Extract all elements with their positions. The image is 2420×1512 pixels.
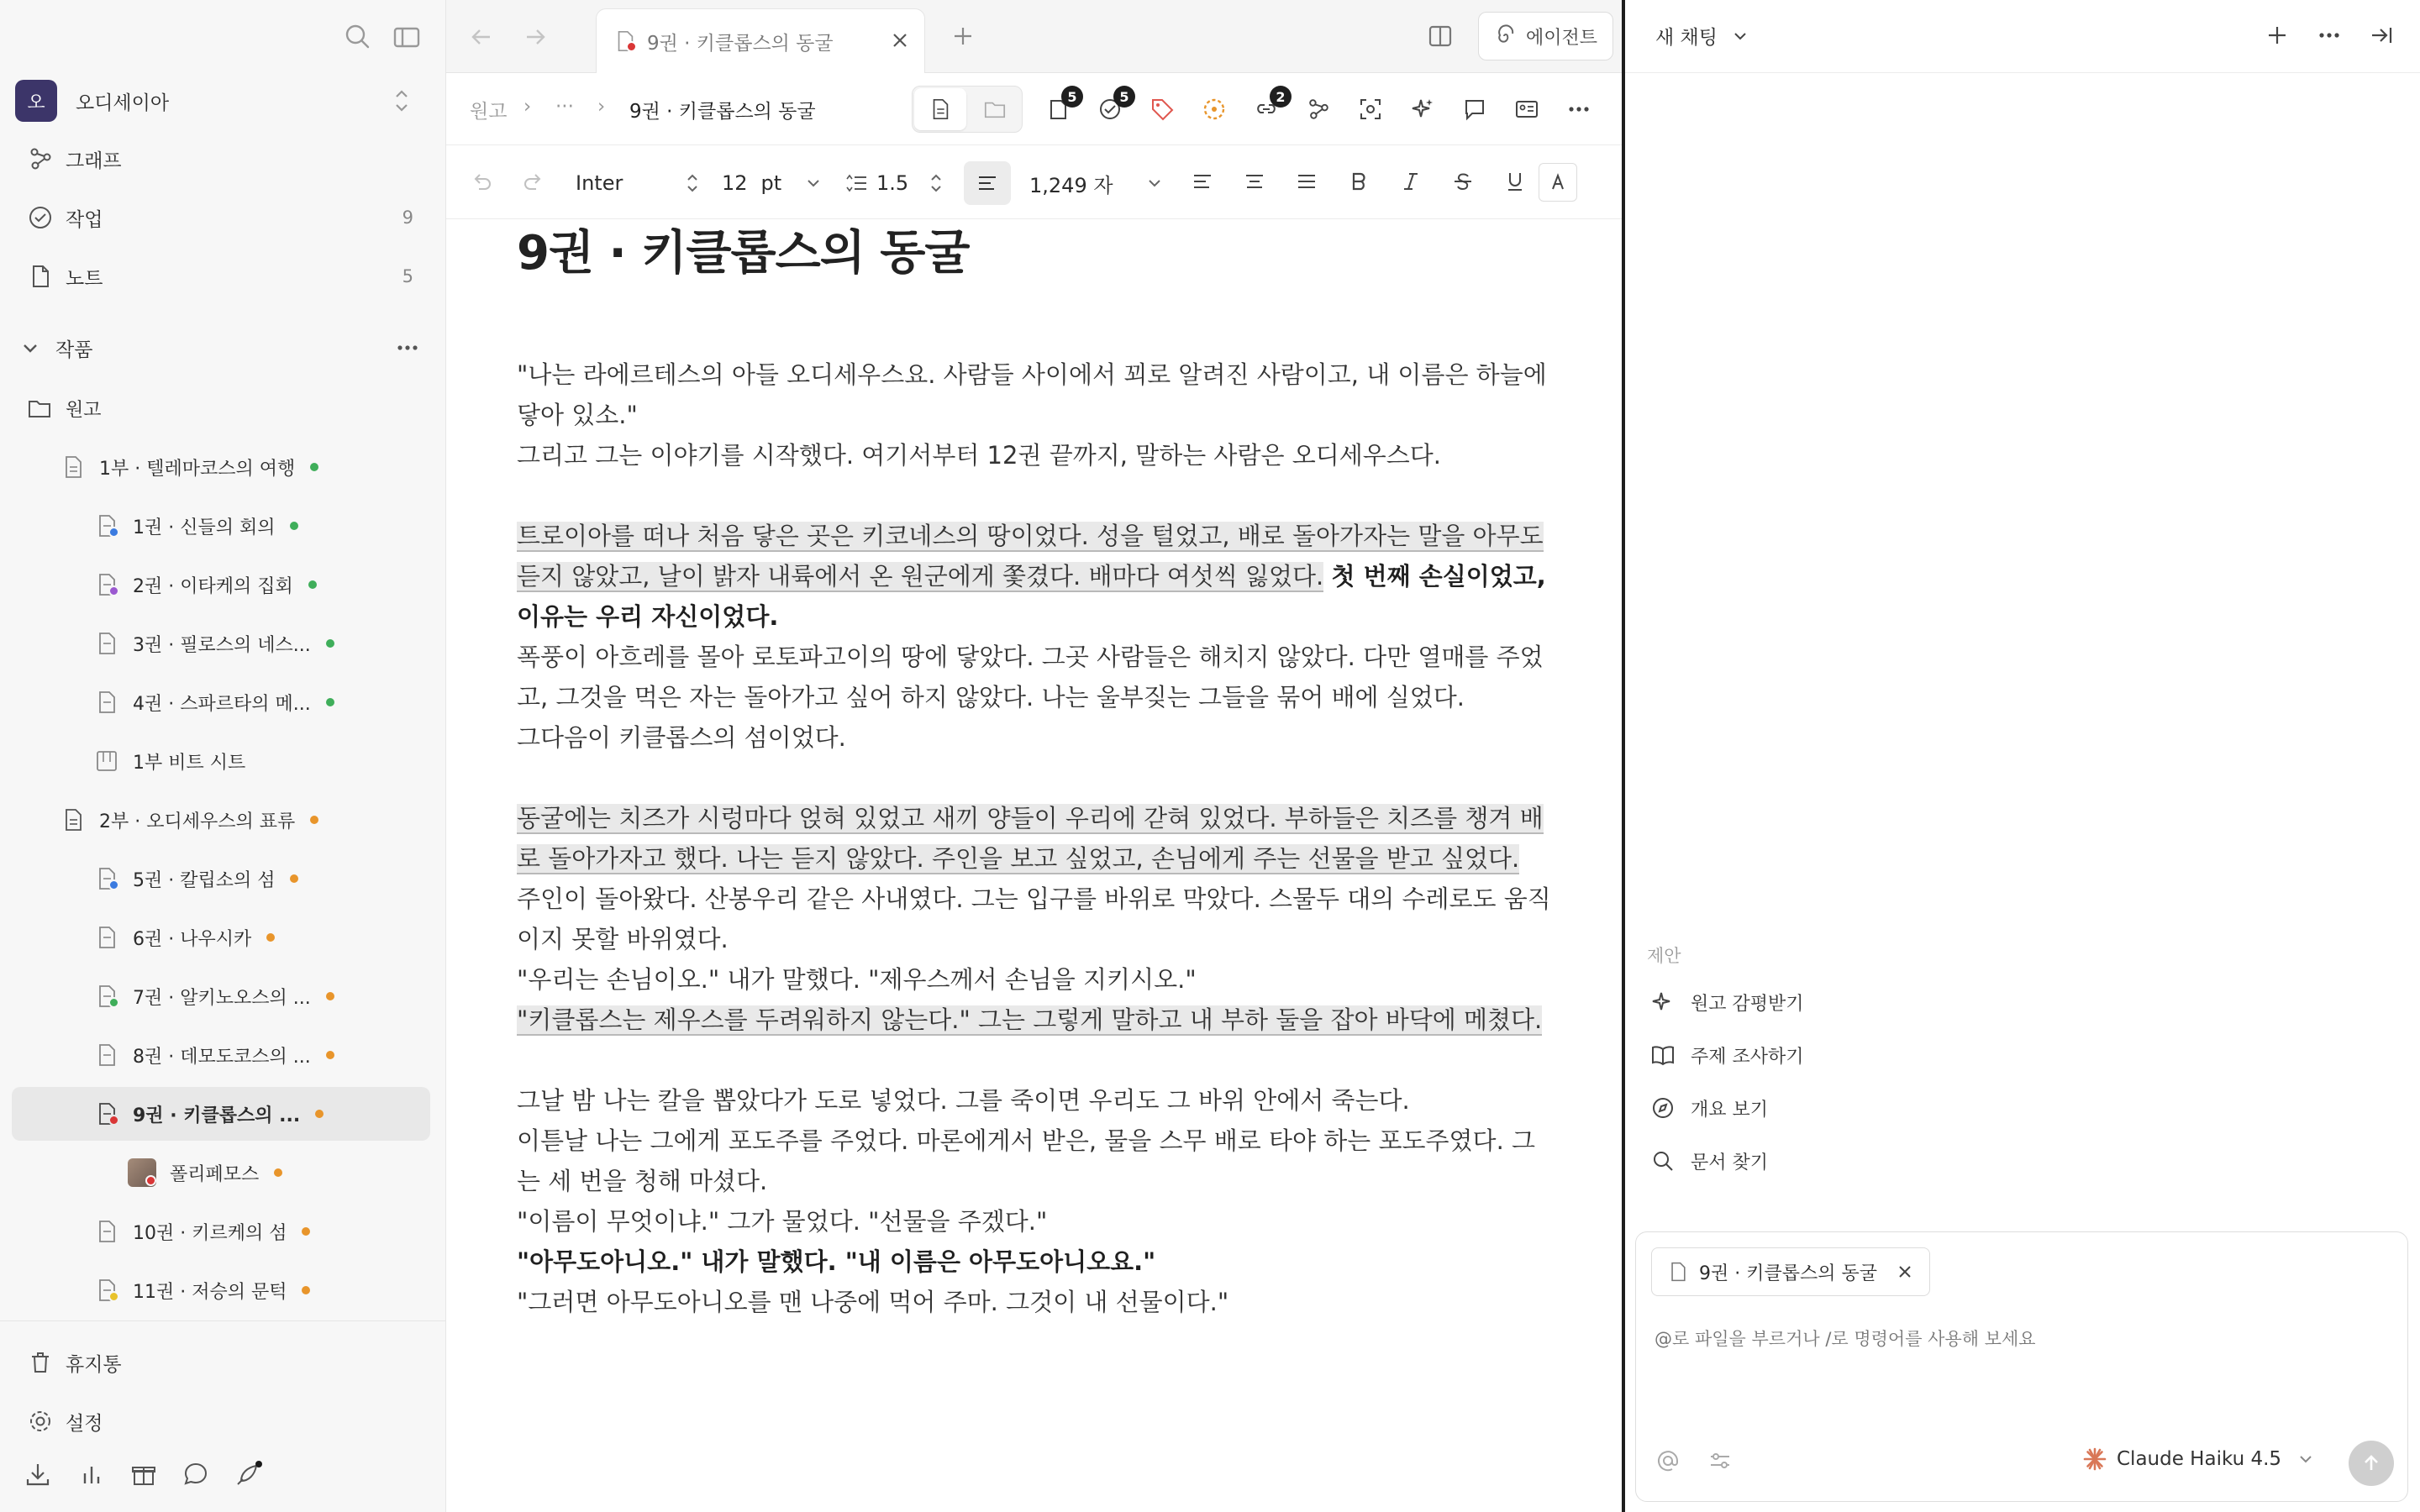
paragraph[interactable]: 그날 밤 나는 칼을 뽑았다가 도로 넣었다. 그를 죽이면 우리도 그 바위 안에서 죽는다.	[517, 1086, 1410, 1115]
suggestion-research[interactable]	[1650, 1034, 1804, 1076]
nav-graph[interactable]	[27, 140, 413, 177]
nav-settings-label: 설정	[66, 1412, 103, 1435]
italic-icon[interactable]	[1394, 165, 1428, 198]
more-icon[interactable]	[2316, 22, 2343, 49]
highlighted-text: 동굴에는 치즈가 시렁마다 얹혀 있었고 새끼 양들이 우리에 갇혀 있었다. 부하들은 치즈를 챙겨 배로 돌아가자고 했다. 나는 듣지 않았다. 주인을 보고 싶었고, 손님에게 주는 선물을 받고 싶었다.	[517, 804, 1544, 873]
links-badge: 2	[1270, 86, 1292, 108]
close-icon[interactable]	[1896, 1263, 1914, 1281]
more-icon[interactable]	[1562, 92, 1596, 126]
document-icon	[94, 1219, 119, 1244]
breadcrumb-separator: ›	[523, 96, 532, 118]
chevron-down-icon	[804, 174, 823, 192]
tree-item-label: 6권 · 나우시카	[133, 928, 252, 950]
tree-item-label: 2권 · 이타케의 집회	[133, 575, 293, 597]
bold-icon[interactable]	[1342, 165, 1376, 198]
line-height-value: 1.5	[876, 171, 909, 195]
breadcrumb-ellipsis[interactable]: ···	[555, 96, 574, 118]
document-icon	[94, 690, 119, 715]
nav-trash-label: 휴지통	[66, 1353, 122, 1376]
chevron-down-icon	[2296, 1450, 2315, 1468]
document-icon	[94, 1042, 119, 1068]
tab-active-document[interactable]	[596, 8, 925, 73]
tree-item[interactable]	[94, 1033, 334, 1077]
nav-notes-label: 노트	[66, 267, 103, 290]
beat-sheet-icon	[94, 748, 119, 774]
tree-item[interactable]	[94, 563, 317, 606]
status-dot	[315, 1110, 324, 1118]
status-dot	[326, 639, 334, 648]
tree-item[interactable]	[94, 1210, 310, 1253]
tab-bar	[446, 0, 1623, 73]
paragraph[interactable]: "이름이 무엇이냐." 그가 물었다. "선물을 주겠다."	[517, 1207, 1048, 1236]
tree-item[interactable]	[94, 739, 245, 783]
paragraph[interactable]: "그러면 아무도아니오를 맨 나중에 먹어 주마. 그것이 내 선물이다."	[517, 1288, 1229, 1316]
paragraph[interactable]: 이튿날 나는 그에게 포도주를 주었다. 마론에게서 받은, 물을 스무 배로 타야 하는 포도주였다. 그는 세 번을 청해 마셨다.	[517, 1126, 1536, 1195]
suggestion-outline[interactable]	[1650, 1087, 1768, 1129]
document-icon	[94, 984, 119, 1009]
sparkle-icon	[1650, 990, 1676, 1015]
view-toggle	[912, 86, 1023, 133]
tree-item-label: 1부 비트 시트	[133, 752, 246, 774]
underline-icon[interactable]	[1498, 165, 1532, 198]
status-dot	[326, 992, 334, 1000]
sidebar-toggle-icon[interactable]	[392, 22, 422, 52]
section-works[interactable]	[20, 329, 420, 366]
link-icon[interactable]	[1249, 88, 1286, 126]
paragraph-highlighted[interactable]	[517, 516, 1559, 637]
align-left-button[interactable]	[964, 161, 1011, 205]
forward-arrow-icon[interactable]	[520, 22, 550, 52]
chat-bubble-icon[interactable]	[182, 1460, 210, 1488]
align-left-icon[interactable]	[1186, 165, 1219, 198]
model-selector[interactable]	[2081, 1446, 2315, 1473]
new-chat-icon[interactable]	[2264, 22, 2291, 49]
document-icon	[60, 807, 86, 832]
character-avatar	[128, 1158, 156, 1187]
chevron-down-icon	[1731, 27, 1749, 45]
font-size-value: 12	[722, 171, 748, 195]
search-icon[interactable]	[343, 22, 373, 52]
document-title[interactable]: 9권 · 키클롭스의 동굴	[517, 226, 970, 281]
suggestion-label: 원고 감평받기	[1691, 993, 1804, 1015]
new-tab-icon[interactable]	[949, 22, 977, 50]
document-icon	[94, 1101, 119, 1126]
chat-panel	[1625, 0, 2420, 1512]
nav-notes[interactable]	[27, 258, 413, 295]
nav-trash[interactable]	[27, 1344, 413, 1381]
char-count-value: 1,249 자	[1029, 173, 1113, 197]
suggestion-label: 개요 보기	[1691, 1099, 1769, 1121]
highlighted-text: "키클롭스는 제우스를 두려워하지 않는다." 그는 그렇게 말하고 내 부하 둘을 잡아 바닥에 메쳤다.	[517, 1005, 1543, 1034]
paragraph-highlighted[interactable]	[517, 1000, 1559, 1040]
breadcrumb-current: 9권 · 키클롭스의 동굴	[629, 101, 816, 123]
settings-sliders-icon[interactable]	[1707, 1447, 1733, 1474]
font-size-unit: pt	[760, 171, 782, 195]
sparkle-icon[interactable]	[1406, 92, 1439, 126]
tree-item[interactable]	[94, 504, 298, 548]
nav-notes-count: 5	[402, 266, 413, 286]
paragraph[interactable]: 그다음이 키클롭스의 섬이었다.	[517, 723, 846, 752]
status-dot	[308, 580, 317, 589]
undo-icon[interactable]	[465, 165, 498, 198]
agent-button[interactable]	[1478, 12, 1613, 60]
suggestion-label: 주제 조사하기	[1691, 1046, 1804, 1068]
font-size-select[interactable]	[722, 166, 823, 200]
nav-tasks[interactable]	[27, 199, 413, 236]
suggestions-label: 제안	[1647, 946, 1681, 966]
suggestion-review[interactable]	[1650, 981, 1804, 1023]
path-bar	[446, 72, 1623, 145]
tree-item[interactable]	[94, 974, 334, 1018]
document-icon	[94, 1278, 119, 1303]
nav-settings[interactable]	[27, 1403, 413, 1440]
chevron-updown-icon	[683, 170, 702, 197]
section-title: 작품	[55, 339, 93, 361]
tasks-badge: 5	[1113, 86, 1135, 108]
status-dot	[326, 698, 334, 706]
paragraph[interactable]: 주인이 돌아왔다. 산봉우리 같은 사내였다. 그는 입구를 바위로 막았다. 스물두 대의 수레로도 움직이지 못할 바위였다.	[517, 885, 1551, 953]
sidebar	[0, 0, 445, 1512]
status-dot	[302, 1227, 310, 1236]
tree-item-label: 9권 · 키클롭스의 ...	[133, 1105, 301, 1126]
folder-manuscript[interactable]	[27, 386, 102, 430]
tree-item[interactable]	[94, 1268, 310, 1312]
tasks-icon[interactable]	[1093, 88, 1129, 126]
folder-label: 원고	[66, 399, 102, 421]
claude-icon	[2081, 1446, 2108, 1473]
folder-icon	[27, 396, 52, 421]
stats-icon[interactable]	[77, 1460, 106, 1488]
nav-tasks-label: 작업	[66, 208, 103, 231]
bold-text: 첫 번째 손실이었고, 이유는 우리 자신이었다.	[517, 562, 1546, 631]
document-view-icon[interactable]	[914, 88, 966, 130]
linked-docs-icon[interactable]	[1041, 88, 1077, 126]
check-circle-icon	[27, 204, 54, 231]
document-icon	[94, 572, 119, 597]
spiral-icon	[1494, 24, 1518, 48]
font-family-value: Inter	[576, 171, 623, 195]
workspace-avatar: 오	[15, 80, 57, 122]
tree-item-label: 1권 · 신들의 회의	[133, 517, 276, 538]
chat-composer	[1635, 1231, 2408, 1502]
tag-icon[interactable]	[1145, 92, 1179, 126]
paragraph-bold[interactable]: "아무도아니오." 내가 말했다. "내 이름은 아무도아니오요."	[517, 1247, 1156, 1276]
collapse-panel-icon[interactable]	[2368, 22, 2395, 49]
context-chip-label: 9권 · 키클롭스의 동굴	[1699, 1263, 1877, 1284]
status-dot	[290, 522, 298, 530]
document-body[interactable]	[517, 220, 1559, 1322]
id-card-icon[interactable]	[1510, 92, 1544, 126]
tree-item-label: 8권 · 데모도코스의 ...	[133, 1046, 311, 1068]
tree-item-label: 11권 · 저승의 문턱	[133, 1281, 287, 1303]
tree-item-label: 10권 · 키르케의 섬	[133, 1222, 287, 1244]
chat-title: 새 채팅	[1655, 27, 1718, 49]
comment-icon[interactable]	[1458, 92, 1491, 126]
tree-item-label: 2부 · 오디세우스의 표류	[99, 811, 296, 832]
tree-item-label: 3권 · 필로스의 네스...	[133, 634, 311, 656]
strikethrough-icon[interactable]	[1446, 165, 1480, 198]
close-icon[interactable]	[889, 29, 911, 51]
tree-item[interactable]	[94, 916, 275, 959]
tree-item-label: 1부 · 텔레마코스의 여행	[99, 458, 296, 480]
tab-title: 9권 · 키클롭스의 동굴	[647, 32, 834, 55]
tree-item-label: 4권 · 스파르타의 메...	[133, 693, 311, 715]
status-dot	[326, 1051, 334, 1059]
tree-item[interactable]	[94, 857, 298, 900]
suggestion-find[interactable]	[1650, 1140, 1768, 1182]
text-color-icon[interactable]	[1539, 163, 1577, 202]
status-dot	[302, 1286, 310, 1294]
send-button[interactable]	[2349, 1441, 2394, 1486]
status-dot	[266, 933, 275, 942]
arrow-up-icon	[2360, 1452, 2382, 1474]
breadcrumb-root[interactable]: 원고	[470, 101, 508, 123]
redo-icon[interactable]	[517, 165, 550, 198]
paragraph[interactable]: 그리고 그는 이야기를 시작했다. 여기서부터 12권 끝까지, 말하는 사람은 오디세우스다.	[517, 441, 1441, 470]
char-count-select[interactable]	[1029, 166, 1164, 200]
chevron-updown-icon	[392, 86, 412, 116]
workspace-name: 오디세이아	[76, 92, 170, 114]
highlighted-text: 트로이아를 떠나 처음 닿은 곳은 키코네스의 땅이었다. 성을 털었고, 배로 돌아가자는 말을 아무도 듣지 않았고, 날이 밝자 내륙에서 온 원군에게 쫓겼다. 배마다 여섯씩 잃었다.	[517, 522, 1544, 591]
align-left-icon	[976, 171, 999, 195]
tree-item-label: 7권 · 알키노오스의 ...	[133, 987, 311, 1009]
graph-icon	[27, 145, 54, 172]
paragraph[interactable]: "나는 라에르테스의 아들 오디세우스요. 사람들 사이에서 꾀로 알려진 사람이고, 내 이름은 하늘에 닿아 있소."	[517, 360, 1547, 429]
chat-title-dropdown[interactable]	[1655, 22, 1749, 50]
status-dot	[310, 816, 318, 824]
suggestion-label: 문서 찾기	[1691, 1152, 1769, 1173]
split-view-icon[interactable]	[1426, 22, 1455, 50]
font-family-select[interactable]	[576, 166, 702, 200]
status-dot	[310, 463, 318, 471]
docs-badge: 5	[1061, 86, 1083, 108]
gift-icon[interactable]	[129, 1460, 158, 1488]
tree-item[interactable]	[60, 798, 318, 842]
graph-icon[interactable]	[1302, 92, 1335, 126]
document-icon	[94, 631, 119, 656]
trash-icon	[27, 1349, 54, 1376]
model-name: Claude Haiku 4.5	[2117, 1448, 2282, 1470]
editor-panel	[445, 0, 1623, 1512]
more-icon[interactable]	[395, 335, 420, 360]
status-dot	[274, 1168, 282, 1177]
line-height-icon	[844, 171, 868, 195]
format-toolbar	[446, 144, 1623, 219]
tree-item-selected[interactable]	[94, 1092, 324, 1136]
status-circle-icon[interactable]	[1197, 92, 1231, 126]
document-icon	[94, 925, 119, 950]
chevron-updown-icon	[927, 170, 945, 197]
chevron-down-icon	[20, 338, 40, 358]
search-icon	[1650, 1148, 1676, 1173]
breadcrumb-separator: ›	[597, 96, 606, 118]
tree-item-label: 폴리페모스	[170, 1163, 260, 1185]
note-icon	[27, 263, 54, 290]
download-icon[interactable]	[24, 1460, 52, 1488]
book-icon	[1650, 1042, 1676, 1068]
paragraph[interactable]: 폭풍이 아흐레를 몰아 로토파고이의 땅에 닿았다. 그곳 사람들은 해치지 않았다. 다만 열매를 주었고, 그것을 먹은 자는 돌아가고 싶어 하지 않았다. 나는 울부짖는 그들을 묶어 배에 실었다.	[517, 643, 1544, 711]
workspace-switcher[interactable]	[15, 79, 420, 123]
paragraph[interactable]: "우리는 손님이오." 내가 말했다. "제우스께서 손님을 지키시오."	[517, 965, 1197, 994]
document-icon	[1667, 1261, 1689, 1283]
paragraph-highlighted[interactable]	[517, 798, 1559, 879]
back-arrow-icon[interactable]	[466, 22, 497, 52]
chevron-down-icon	[1145, 174, 1164, 192]
tree-item[interactable]	[128, 1151, 282, 1194]
align-center-icon[interactable]	[1238, 165, 1271, 198]
document-icon	[613, 29, 637, 53]
mention-icon[interactable]	[1655, 1447, 1681, 1474]
chat-input[interactable]	[1653, 1321, 2387, 1357]
nav-tasks-count: 9	[402, 207, 413, 228]
document-icon	[94, 513, 119, 538]
chat-header	[1625, 0, 2420, 73]
gear-icon	[27, 1408, 54, 1435]
context-chip[interactable]	[1651, 1247, 1930, 1296]
align-justify-icon[interactable]	[1290, 165, 1323, 198]
tree-item[interactable]	[94, 622, 334, 665]
sidebar-divider	[0, 1320, 445, 1321]
compass-icon	[1650, 1095, 1676, 1121]
tree-item[interactable]	[60, 445, 318, 489]
rocket-icon[interactable]	[234, 1460, 262, 1488]
tree-item[interactable]	[94, 680, 334, 724]
status-dot	[290, 874, 298, 883]
folder-view-icon[interactable]	[970, 88, 1020, 130]
focus-icon[interactable]	[1354, 92, 1387, 126]
nav-graph-label: 그래프	[66, 150, 122, 172]
line-height-select[interactable]	[844, 166, 945, 200]
tree-item-label: 5권 · 칼립소의 섬	[133, 869, 276, 891]
document-icon	[94, 866, 119, 891]
agent-button-label: 에이전트	[1526, 27, 1598, 49]
document-icon	[60, 454, 86, 480]
